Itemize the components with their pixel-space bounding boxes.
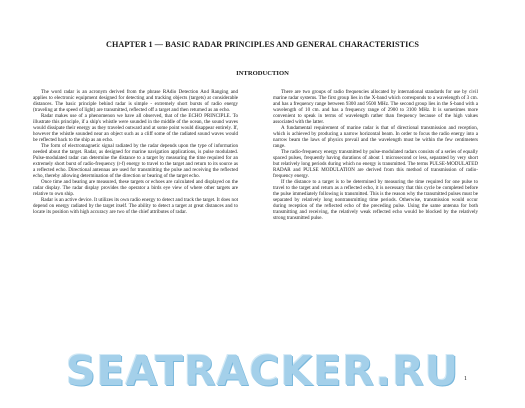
paragraph: Once time and bearing are measured, these targets or echoes are calculated and displayed on the radar display. The radar display provides the operator a birds eye view of where other targets are relative to own ship. (33, 179, 238, 197)
paragraph: If the distance to a target is to be determined by measuring the time required for one pulse to travel to the target and return as a reflected echo, it is necessary that this cycle be completed before the pulse immediately following is transmitted. This is the reason why the transmitted pulses must be separated by relatively long nontransmitting time periods. Otherwise, transmission would occur during reception of the reflected echo of the preceding pulse. Using the same antenna for both transmitting and receiving, the relatively weak reflected echo would be blocked by the relatively strong transmitted pulse. (273, 179, 478, 221)
section-title: INTRODUCTION (236, 70, 289, 77)
page-number: 1 (464, 376, 467, 382)
paragraph: There are two groups of radio frequencies allocated by international standards for use by civil marine radar systems. The first group lies in the X-band which corresponds to a wavelength of 3 cm. and has a frequency range between 9300 and 9500 MHz. The second group lies in the S-band with a wavelength of 10 cm. and has a frequency range of 2900 to 3100 MHz. It is sometimes more convenient to speak in terms of wavelength rather than frequency because of the high values associated with the latter. (273, 89, 478, 125)
left-column (33, 90, 238, 217)
paragraph: Radar makes use of a phenomenon we have all observed, that of the ECHO PRINCIPLE. To illustrate this principle, if a ship's whistle were sounded in the middle of the ocean, the sound waves would dissipate their energy as they traveled outward and at some point would disappear entirely. If, however the whistle sounded near an object such as a cliff some of the radiated sound waves would be reflected back to the ship as an echo. (33, 113, 238, 143)
chapter-title: CHAPTER 1 — BASIC RADAR PRINCIPLES AND GENERAL CHARACTERISTICS (106, 40, 419, 49)
watermark: SEATRACKER.RU (66, 347, 459, 395)
paragraph: Radar is an active device. It utilizes its own radio energy to detect and track the target. It does not depend on energy radiated by the target itself. The ability to detect a target at great distances and to locate its position with high accuracy are two of the chief attributes of radar. (33, 197, 238, 216)
right-column (273, 90, 478, 222)
paragraph: The radio-frequency energy transmitted by pulse-modulated radars consists of a series of equally spaced pulses, frequently having durations of about 1 microsecond or less, separated by very short but relatively long periods during which no energy is transmitted. The terms PULSE-MODULATED RADAR and PULSE MODULATION are derived from this method of transmission of radio-frequency energy. (273, 149, 478, 179)
paragraph: The form of electromagnetic signal radiated by the radar depends upon the type of information needed about the target. Radar, as designed for marine navigation applications, is pulse modulated. Pulse-modulated radar can determine the distance to a target by measuring the time required for an extremely short burst of radio-frequency (r-f) energy to travel to the target and return to its source as a reflected echo. Directional antennas are used for transmitting the pulse and receiving the reflected echo, thereby allowing determination of the direction or bearing of the target echo. (33, 143, 238, 179)
paragraph: The word radar is an acronym derived from the phrase RAdio Detection And Ranging and applies to electronic equipment designed for detecting and tracking objects (targets) at considerable distances. The basic principle behind radar is simple - extremely short bursts of radio energy (traveling at the speed of light) are transmitted, reflected off a target and then returned as an echo. (33, 89, 238, 113)
paragraph: A fundamental requirement of marine radar is that of directional transmission and reception, which is achieved by producing a narrow horizontal beam. In order to focus the radio energy into a narrow beam the laws of physics prevail and the wavelength must be within the few centimeters range. (273, 124, 478, 149)
